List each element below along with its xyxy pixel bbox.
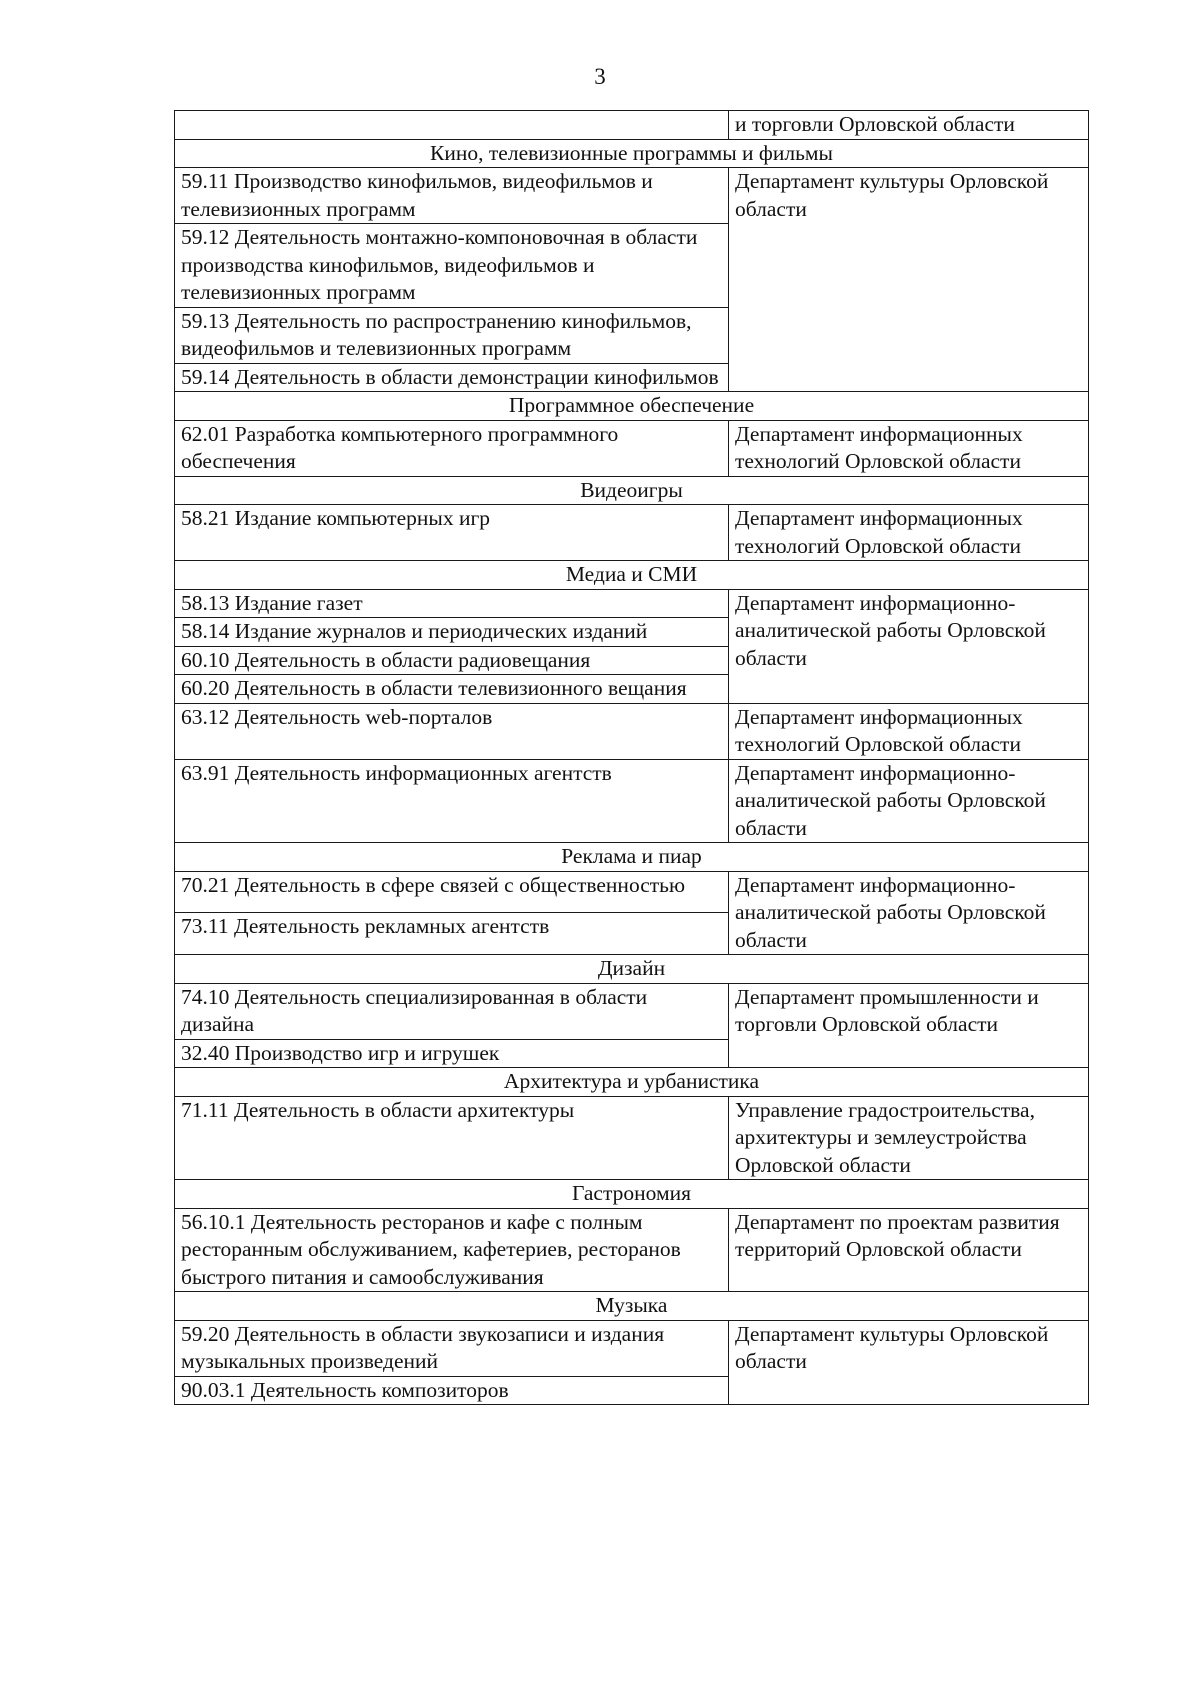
section-title: Музыка [175, 1292, 1089, 1321]
activity-code-cell: 32.40 Производство игр и игрушек [175, 1039, 729, 1068]
page-number: 3 [594, 64, 606, 89]
department-cell: Управление градостроительства, архитектуры и землеустройства Орловской области [729, 1096, 1089, 1180]
continuation-right-cell: и торговли Орловской области [729, 111, 1089, 140]
activity-code-cell: 63.91 Деятельность информационных агентств [175, 759, 729, 843]
activity-table-body [175, 111, 1089, 1405]
activity-row [175, 871, 1089, 913]
activity-code-cell: 59.20 Деятельность в области звукозаписи и издания музыкальных произведений [175, 1320, 729, 1376]
section-header-row [175, 476, 1089, 505]
activity-row [175, 703, 1089, 759]
activity-code-cell: 71.11 Деятельность в области архитектуры [175, 1096, 729, 1180]
continuation-row [175, 111, 1089, 140]
activity-table [174, 110, 1089, 1405]
activity-code-cell: 59.13 Деятельность по распространению кинофильмов, видеофильмов и телевизионных программ [175, 307, 729, 363]
section-header-row [175, 561, 1089, 590]
section-title: Гастрономия [175, 1180, 1089, 1209]
activity-code-cell: 62.01 Разработка компьютерного программного обеспечения [175, 420, 729, 476]
activity-code-cell: 63.12 Деятельность web-порталов [175, 703, 729, 759]
activity-code-cell: 60.10 Деятельность в области радиовещания [175, 646, 729, 675]
section-title: Дизайн [175, 955, 1089, 984]
activity-row [175, 1208, 1089, 1292]
section-header-row [175, 392, 1089, 421]
section-header-row [175, 1068, 1089, 1097]
activity-code-cell: 90.03.1 Деятельность композиторов [175, 1376, 729, 1405]
section-title: Реклама и пиар [175, 843, 1089, 872]
department-cell: Департамент по проектам развития территорий Орловской области [729, 1208, 1089, 1292]
department-cell: Департамент информационно-аналитической работы Орловской области [729, 589, 1089, 703]
activity-row [175, 505, 1089, 561]
section-header-row [175, 843, 1089, 872]
activity-row [175, 168, 1089, 224]
section-title: Медиа и СМИ [175, 561, 1089, 590]
activity-code-cell: 59.12 Деятельность монтажно-компоновочная в области производства кинофильмов, видеофильмов и телевизионных программ [175, 224, 729, 308]
activity-row [175, 759, 1089, 843]
section-title: Видеоигры [175, 476, 1089, 505]
section-title: Архитектура и урбанистика [175, 1068, 1089, 1097]
activity-code-cell: 59.14 Деятельность в области демонстрации кинофильмов [175, 363, 729, 392]
department-cell: Департамент информационных технологий Орловской области [729, 505, 1089, 561]
section-header-row [175, 1180, 1089, 1209]
department-cell: Департамент промышленности и торговли Орловской области [729, 983, 1089, 1068]
activity-row [175, 1096, 1089, 1180]
department-cell: Департамент информационных технологий Орловской области [729, 703, 1089, 759]
section-header-row [175, 1292, 1089, 1321]
activity-code-cell: 70.21 Деятельность в сфере связей с общественностью [175, 871, 729, 913]
department-cell: Департамент информационно-аналитической работы Орловской области [729, 871, 1089, 955]
department-cell: Департамент информационно-аналитической работы Орловской области [729, 759, 1089, 843]
activity-code-cell: 58.13 Издание газет [175, 589, 729, 618]
department-cell: Департамент культуры Орловской области [729, 1320, 1089, 1405]
activity-row [175, 589, 1089, 618]
department-cell: Департамент информационных технологий Орловской области [729, 420, 1089, 476]
activity-code-cell: 56.10.1 Деятельность ресторанов и кафе с полным ресторанным обслуживанием, кафетериев, ресторанов быстрого питания и самообслуживания [175, 1208, 729, 1292]
activity-code-cell: 58.21 Издание компьютерных игр [175, 505, 729, 561]
section-title: Кино, телевизионные программы и фильмы [175, 139, 1089, 168]
activity-code-cell: 60.20 Деятельность в области телевизионного вещания [175, 675, 729, 704]
activity-row [175, 420, 1089, 476]
activity-code-cell: 59.11 Производство кинофильмов, видеофильмов и телевизионных программ [175, 168, 729, 224]
activity-code-cell: 74.10 Деятельность специализированная в области дизайна [175, 983, 729, 1039]
department-cell: Департамент культуры Орловской области [729, 168, 1089, 392]
activity-row [175, 983, 1089, 1039]
activity-row [175, 1320, 1089, 1376]
section-title: Программное обеспечение [175, 392, 1089, 421]
activity-code-cell: 58.14 Издание журналов и периодических изданий [175, 618, 729, 647]
section-header-row [175, 955, 1089, 984]
continuation-left-cell [175, 111, 729, 140]
activity-code-cell: 73.11 Деятельность рекламных агентств [175, 913, 729, 955]
section-header-row [175, 139, 1089, 168]
